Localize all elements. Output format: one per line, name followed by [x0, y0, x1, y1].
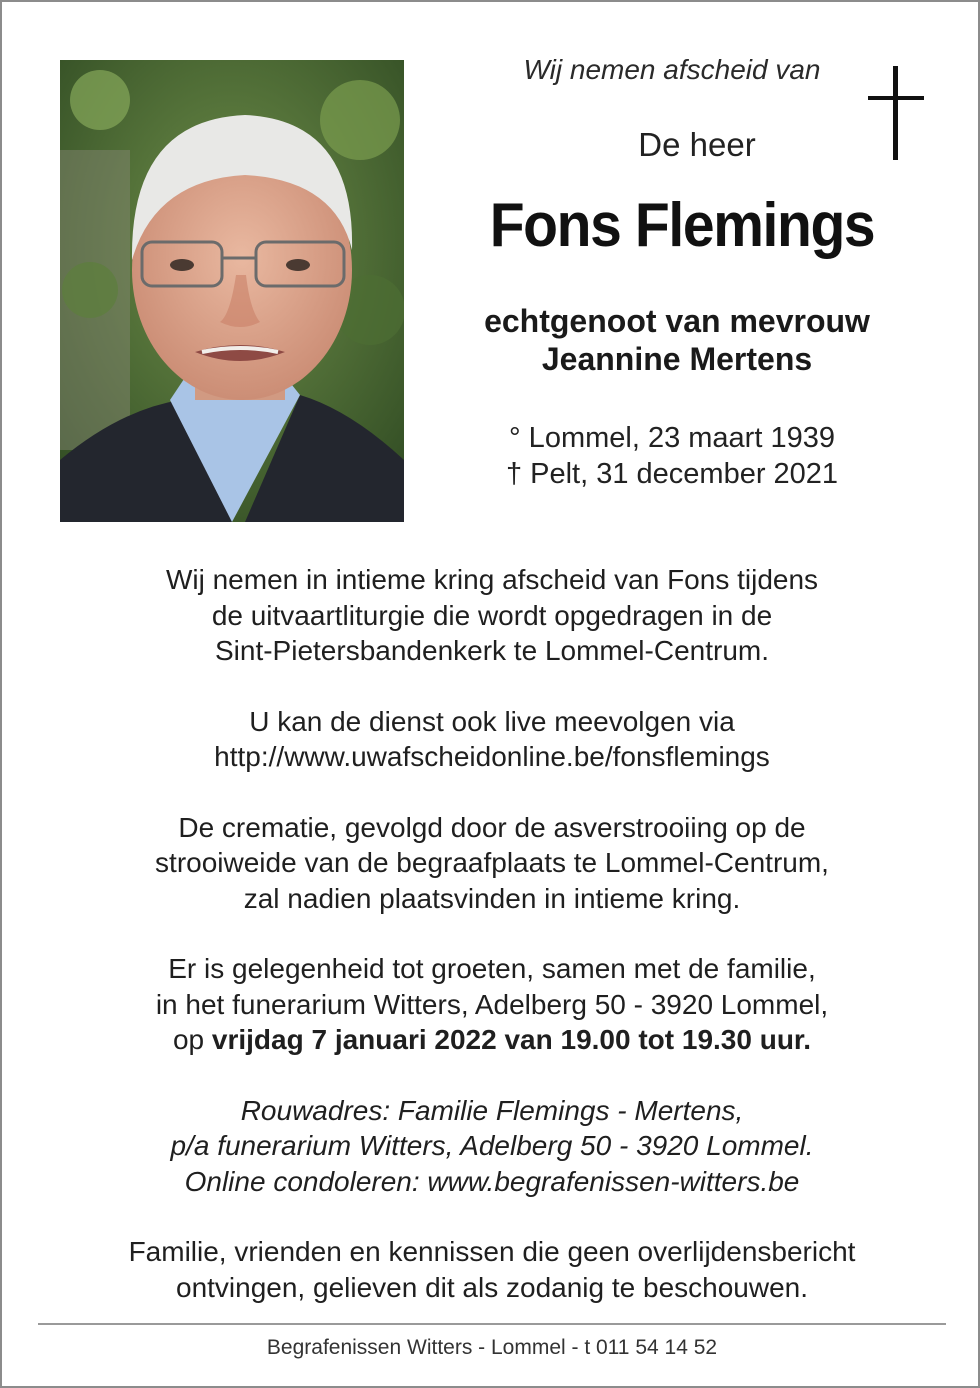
cremation-paragraph [42, 810, 942, 917]
dagger-icon: † [505, 458, 523, 490]
visitation-prefix: op [172, 1024, 212, 1055]
death-date: Pelt, 31 december 2021 [522, 458, 839, 490]
spouse-line-1: echtgenoot van mevrouw [484, 303, 870, 339]
honorific: De heer [638, 126, 756, 163]
cremation-line-3: zal nadien plaatsvinden in intieme kring. [243, 882, 741, 914]
livestream-line-1: U kan de dienst ook live meevolgen via [249, 705, 735, 737]
address-line-2: p/a funerarium Witters, Adelberg 50 - 3920 Lommel. [170, 1130, 814, 1161]
spouse-line-2: Jeannine Mertens [541, 341, 813, 377]
birth-date: ° Lommel, 23 maart 1939 [509, 422, 835, 454]
notice-paragraph [42, 1234, 942, 1305]
notice-line-2: ontvingen, gelieven dit als zodanig te beschouwen. [176, 1271, 808, 1303]
death-date-line [442, 456, 902, 492]
spouse-block [422, 302, 932, 378]
deceased-name: Fons Flemings [489, 191, 875, 260]
address-line-1: Rouwadres: Familie Flemings - Mertens, [240, 1094, 744, 1126]
intro-text: Wij nemen afscheid van [523, 54, 821, 85]
ceremony-line-3: Sint-Pietersbandenkerk te Lommel-Centrum. [214, 635, 769, 666]
ceremony-line-1: Wij nemen in intieme kring afscheid van Fons tijdens [165, 564, 819, 595]
ceremony-paragraph [42, 562, 942, 669]
portrait-illustration [60, 60, 404, 522]
visitation-paragraph [42, 951, 942, 1058]
ceremony-line-2: de uitvaartliturgie die wordt opgedragen in de [211, 599, 773, 631]
cremation-line-2: strooiweide van de begraafplaats te Lommel-Centrum, [155, 847, 829, 878]
livestream-link[interactable]: http://www.uwafscheidonline.be/fonsflemings [214, 741, 770, 772]
visitation-line-1: Er is gelegenheid tot groeten, samen met de familie, [168, 953, 816, 984]
address-paragraph [42, 1093, 942, 1200]
portrait-photo [60, 60, 404, 522]
announcement-body [42, 562, 942, 1340]
cremation-line-1: De crematie, gevolgd door de asverstrooiing op de [178, 811, 806, 843]
condolence-link[interactable]: Online condoleren: www.begrafenissen-witters.be [184, 1165, 800, 1197]
livestream-paragraph [42, 704, 942, 775]
life-dates [442, 420, 902, 492]
footer-divider [38, 1323, 946, 1325]
notice-line-1: Familie, vrienden en kennissen die geen overlijdensbericht [128, 1236, 856, 1267]
footer-text: Begrafenissen Witters - Lommel - t 011 54 14 52 [266, 1336, 718, 1359]
visitation-line-2: in het funerarium Witters, Adelberg 50 - 3920 Lommel, [155, 988, 829, 1020]
visitation-datetime: vrijdag 7 januari 2022 van 19.00 tot 19.30 uur. [211, 1024, 812, 1055]
